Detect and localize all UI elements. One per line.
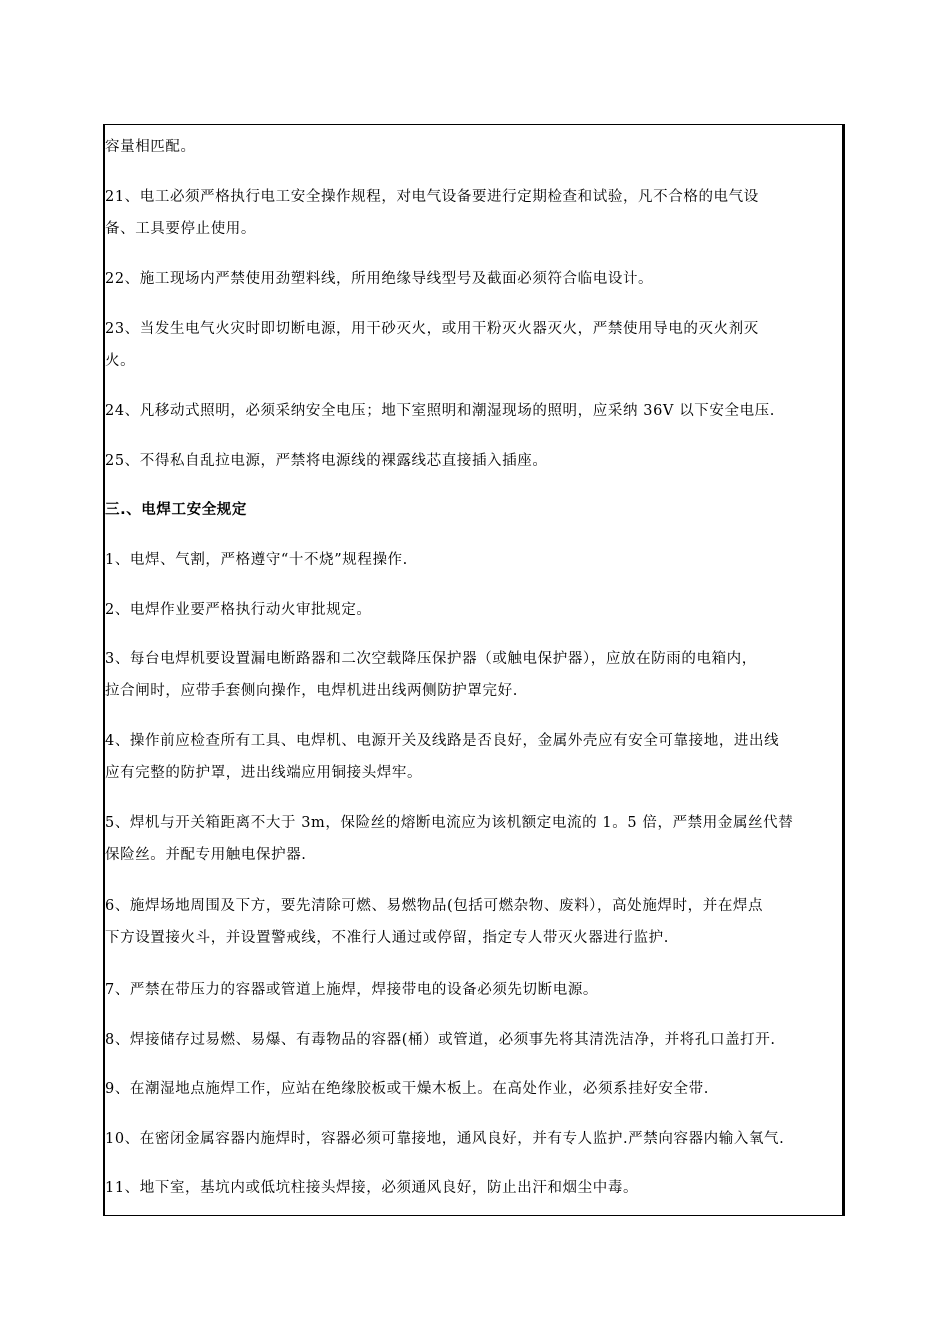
paragraph-item-24 <box>105 395 842 427</box>
text-line: 6、施焊场地周围及下方，要先清除可燃、易燃物品(包括可燃杂物、废料），高处施焊时，并在焊点 <box>105 898 764 914</box>
text-line: 9、在潮湿地点施焊工作，应站在绝缘胶板或干燥木板上。在高处作业，必须系挂好安全带. <box>105 1081 709 1097</box>
text-line: 备、工具要停止使用。 <box>105 221 256 237</box>
text-line: 21、电工必须严格执行电工安全操作规程，对电气设备要进行定期检查和试验，凡不合格的电气设 <box>105 189 759 205</box>
paragraph-item-22 <box>105 263 842 295</box>
document-table-cell <box>103 124 845 1216</box>
text-line: 4、操作前应检查所有工具、电焊机、电源开关及线路是否良好，金属外壳应有安全可靠接地，进出线 <box>105 733 780 749</box>
paragraph-item-9 <box>105 1073 842 1105</box>
text-line: 10、在密闭金属容器内施焊时，容器必须可靠接地，通风良好，并有专人监护.严禁向容器内输入氧气. <box>105 1131 785 1147</box>
paragraph-item-7 <box>105 974 842 1006</box>
paragraph-item-11 <box>105 1172 842 1204</box>
paragraph-item-1 <box>105 544 842 576</box>
paragraph-capacity-match <box>105 131 842 163</box>
paragraph-item-23 <box>105 313 842 377</box>
text-line: 11、地下室，基坑内或低坑柱接头焊接，必须通风良好，防止出汗和烟尘中毒。 <box>105 1180 639 1196</box>
text-line: 3、每台电焊机要设置漏电断路器和二次空载降压保护器（或触电保护器），应放在防雨的电箱内， <box>105 651 757 667</box>
section-title: 三.、电焊工安全规定 <box>105 502 248 518</box>
text-line: 5、焊机与开关箱距离不大于 3m，保险丝的熔断电流应为该机额定电流的 1。5 倍，严禁用金属丝代替 <box>105 815 794 831</box>
paragraph-item-10 <box>105 1123 842 1155</box>
paragraph-item-3 <box>105 643 842 707</box>
text-line: 应有完整的防护罩，进出线端应用铜接头焊牢。 <box>105 765 423 781</box>
text-line: 火。 <box>105 353 136 369</box>
paragraph-item-25 <box>105 445 842 477</box>
paragraph-item-2 <box>105 594 842 626</box>
paragraph-item-5 <box>105 807 842 871</box>
paragraph-item-6 <box>105 890 842 954</box>
section-heading-welder-safety <box>105 494 842 526</box>
text-line: 拉合闸时，应带手套侧向操作，电焊机进出线两侧防护罩完好. <box>105 683 518 699</box>
text-line: 25、不得私自乱拉电源，严禁将电源线的裸露线芯直接插入插座。 <box>105 453 548 469</box>
text-line: 7、严禁在带压力的容器或管道上施焊，焊接带电的设备必须先切断电源。 <box>105 982 599 998</box>
text-line: 22、施工现场内严禁使用劲塑料线，所用绝缘导线型号及截面必须符合临电设计。 <box>105 271 654 287</box>
text-line: 2、电焊作业要严格执行动火审批规定。 <box>105 602 372 618</box>
paragraph-item-21 <box>105 181 842 245</box>
text-line: 容量相匹配。 <box>105 139 196 155</box>
text-line: 保险丝。并配专用触电保护器. <box>105 847 307 863</box>
text-line: 23、当发生电气火灾时即切断电源，用干砂灭火，或用干粉灭火器灭火，严禁使用导电的灭火剂灭 <box>105 321 759 337</box>
text-line: 24、凡移动式照明，必须采纳安全电压；地下室照明和潮湿现场的照明，应采纳 36V 以下安全电压. <box>105 403 775 419</box>
text-line: 8、焊接储存过易燃、易爆、有毒物品的容器(桶）或管道，必须事先将其清洗洁净，并将孔口盖打开. <box>105 1032 776 1048</box>
paragraph-item-8 <box>105 1024 842 1056</box>
paragraph-item-4 <box>105 725 842 789</box>
text-line: 下方设置接火斗，并设置警戒线，不准行人通过或停留，指定专人带灭火器进行监护. <box>105 930 669 946</box>
text-line: 1、电焊、气割，严格遵守“十不烧”规程操作. <box>105 552 408 568</box>
